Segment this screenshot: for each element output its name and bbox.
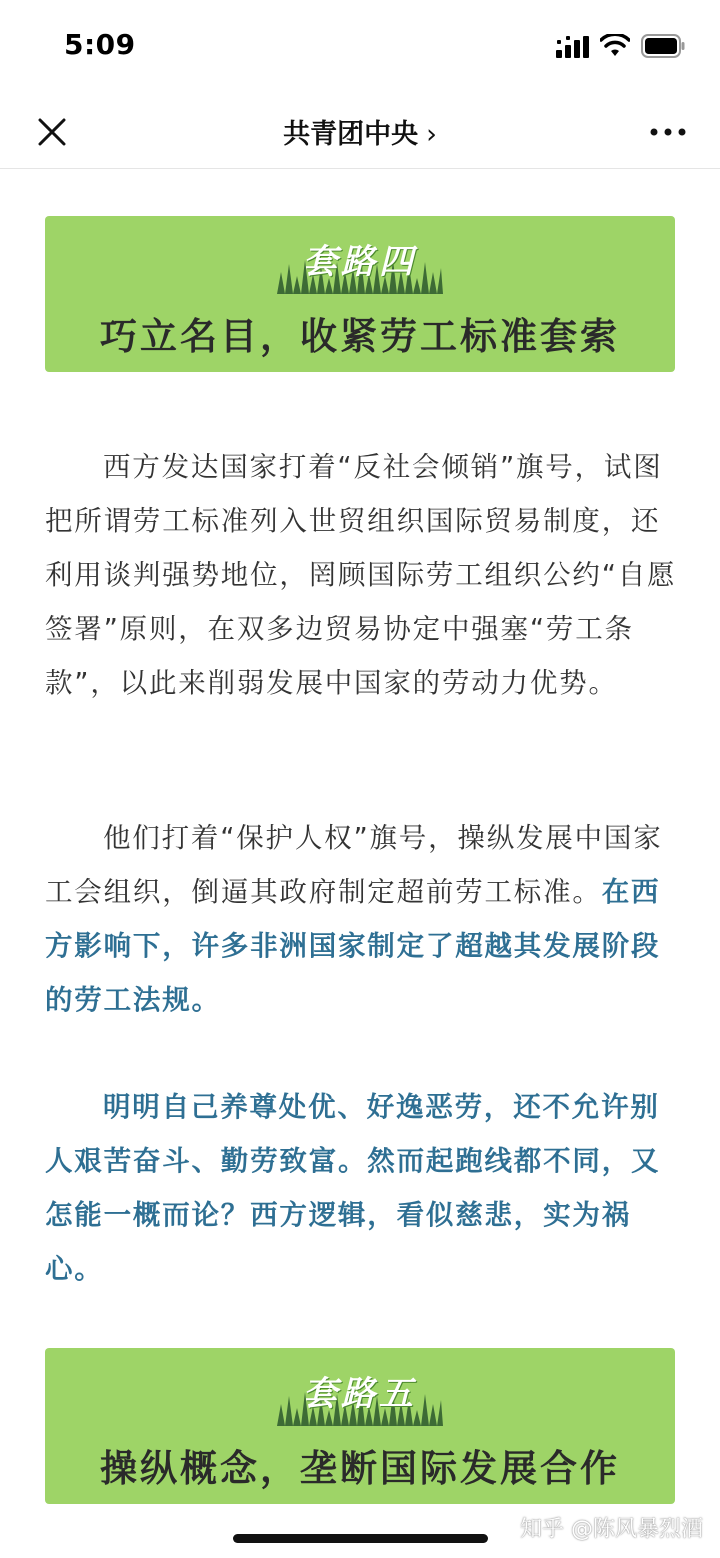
status-time: 5:09 [64, 28, 136, 61]
banner-subtitle: 套路五 [303, 1374, 417, 1414]
paragraph-highlight: 在西方影响下，许多非洲国家制定了超越其发展阶段的劳工法规。 [45, 876, 661, 1016]
paragraph-text: 西方发达国家打着“反社会倾销”旗号，试图把所谓劳工标准列入世贸组织国际贸易制度，还利用谈判强势地位，罔顾国际劳工组织公约“自愿签署”原则，在双多边贸易协定中强塞“劳工条款”，以此来削弱发展中国家的劳动力优势。 [45, 451, 677, 699]
nav-bar [0, 90, 720, 169]
wifi-icon [600, 34, 630, 58]
home-indicator[interactable] [233, 1534, 488, 1543]
battery-icon [641, 34, 685, 58]
article-paragraph [45, 811, 677, 1027]
article-paragraph [45, 1080, 677, 1296]
signal-icon [556, 36, 590, 58]
section-banner-5 [45, 1348, 675, 1504]
banner-title: 操纵概念，垄断国际发展合作 [100, 1447, 620, 1490]
paragraph-text: 他们打着“保护人权”旗号，操纵发展中国家工会组织，倒逼其政府制定超前劳工标准。 [45, 822, 663, 908]
paragraph-highlight: 明明自己养尊处优、好逸恶劳，还不允许别人艰苦奋斗、勤劳致富。然而起跑线都不同，又怎能一概而论？西方逻辑，看似慈悲，实为祸心。 [45, 1091, 661, 1285]
chevron-right-icon: › [426, 119, 437, 150]
watermark: 知乎 @陈风暴烈酒 [520, 1517, 703, 1542]
banner-subtitle: 套路四 [303, 242, 417, 282]
section-banner-4 [45, 216, 675, 372]
account-title-link[interactable] [0, 112, 720, 151]
account-name: 共青团中央 [283, 119, 419, 150]
article-paragraph [45, 440, 677, 710]
banner-title: 巧立名目，收紧劳工标准套索 [100, 315, 620, 358]
more-icon[interactable] [646, 112, 690, 152]
status-bar [0, 0, 720, 90]
